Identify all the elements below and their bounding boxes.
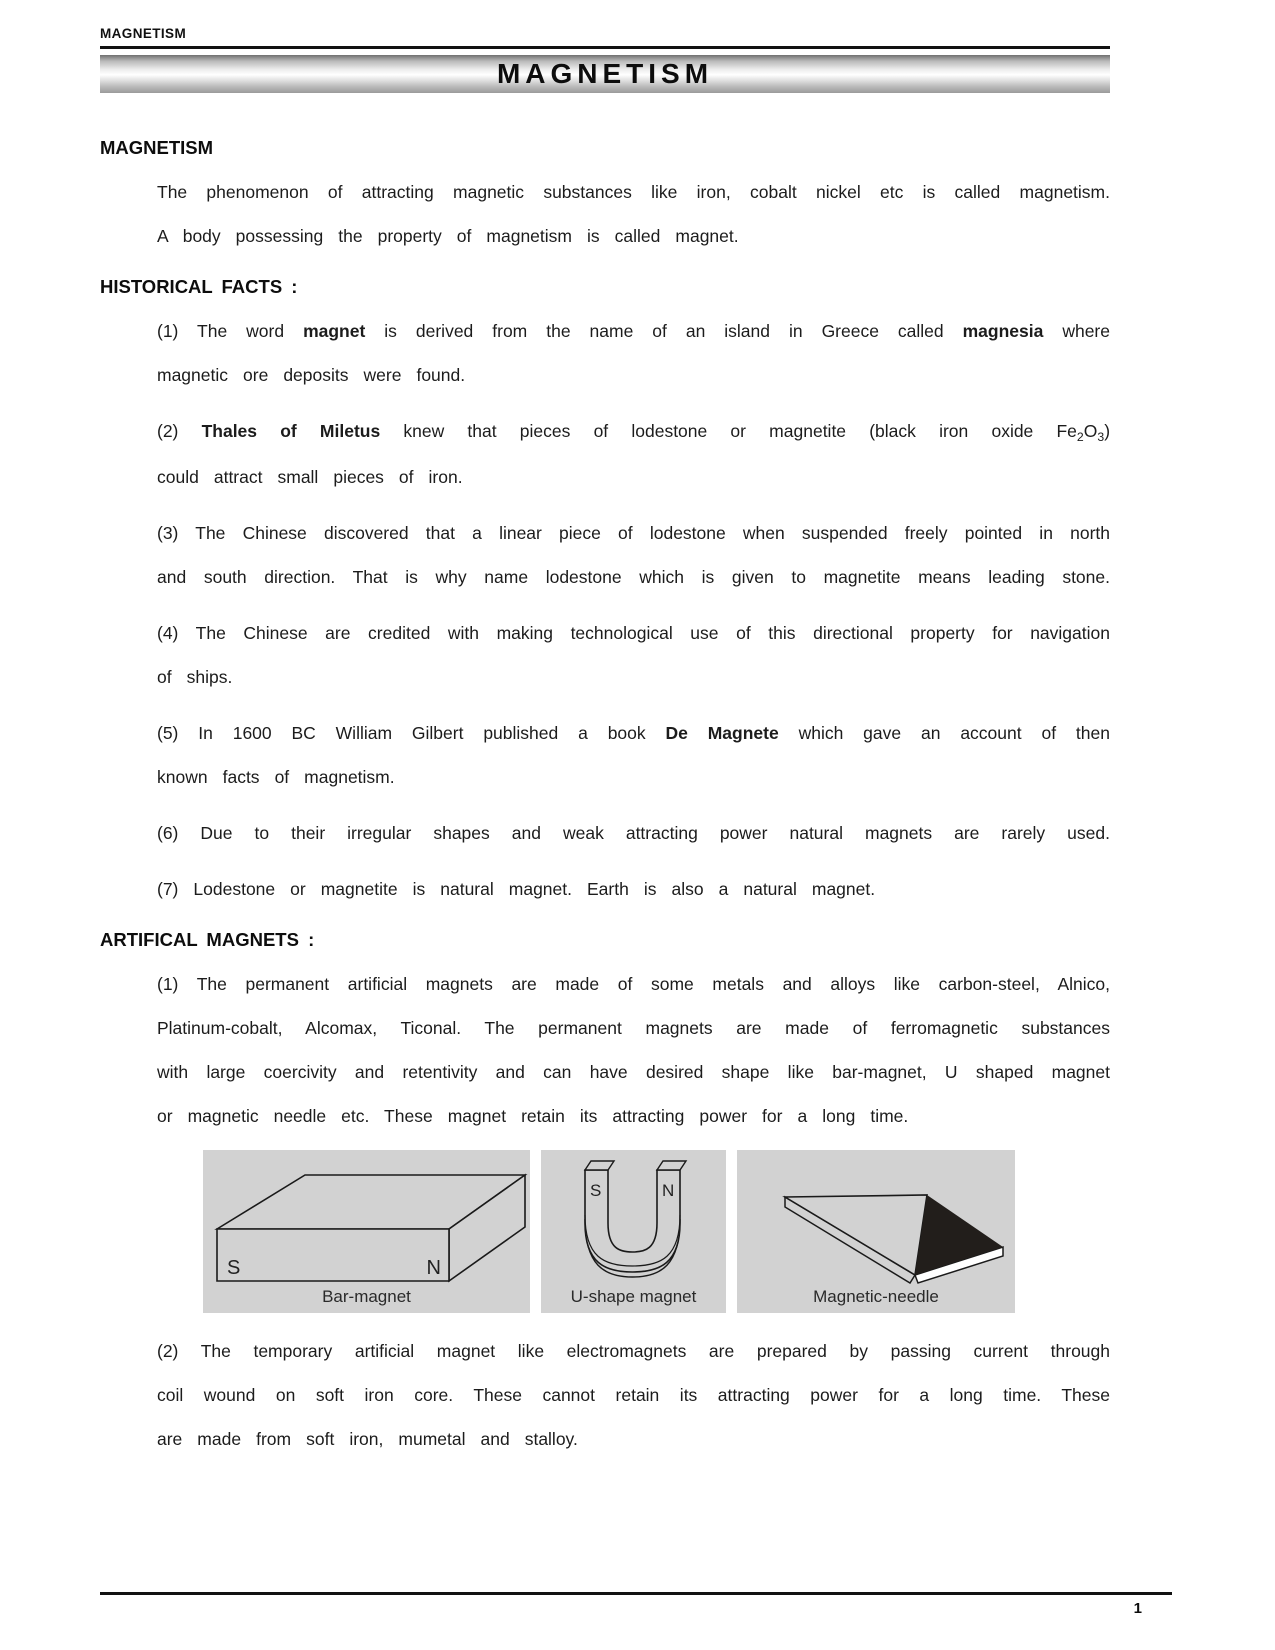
- text-line: could attract small pieces of iron.: [157, 467, 463, 487]
- bar-magnet-illustration: [203, 1153, 530, 1284]
- text-line: are made from soft iron, mumetal and stalloy.: [157, 1429, 578, 1449]
- paragraph: [100, 711, 1110, 799]
- paragraph: [100, 309, 1110, 397]
- u-shape-magnet-illustration: [541, 1153, 726, 1284]
- paragraph: [100, 611, 1110, 699]
- text-line: (1) The word magnet is derived from the name of an island in Greece called magnesia where: [157, 321, 1110, 341]
- document-content: [100, 135, 1110, 1461]
- magnetic-needle-caption: Magnetic-needle: [813, 1287, 939, 1306]
- footer-rule: [100, 1592, 1172, 1595]
- paragraph: [100, 511, 1110, 599]
- text-line: (4) The Chinese are credited with making technological use of this directional property for navigation: [157, 623, 1110, 643]
- paragraph: [100, 811, 1110, 855]
- text-line: magnetic ore deposits were found.: [157, 365, 466, 385]
- text-line: (7) Lodestone or magnetite is natural magnet. Earth is also a natural magnet.: [157, 879, 876, 899]
- text-line: (1) The permanent artificial magnets are made of some metals and alloys like carbon-steel, Alnico,: [157, 974, 1110, 994]
- text-line: (5) In 1600 BC William Gilbert published a book De Magnete which gave an account of then: [157, 723, 1110, 743]
- paragraph: [100, 867, 1110, 911]
- section-heading: HISTORICAL FACTS :: [100, 276, 298, 297]
- text-line: The phenomenon of attracting magnetic substances like iron, cobalt nickel etc is called magnetism.: [157, 182, 1110, 202]
- title-banner: [100, 55, 1110, 93]
- text-line: and south direction. That is why name lodestone which is given to magnetite means leading stone.: [157, 567, 1110, 587]
- page-title: MAGNETISM: [496, 58, 714, 89]
- paragraph: [100, 170, 1110, 258]
- paragraph: [100, 962, 1110, 1138]
- bar-magnet-north-label: N: [426, 1257, 441, 1279]
- bar-magnet-south-label: S: [227, 1257, 241, 1279]
- text-line: known facts of magnetism.: [157, 767, 395, 787]
- text-line: of ships.: [157, 667, 233, 687]
- text-line: with large coercivity and retentivity and can have desired shape like bar-magnet, U shaped magnet: [157, 1062, 1110, 1082]
- paragraph: [100, 409, 1110, 499]
- figure-u-shape-magnet: [541, 1150, 726, 1313]
- text-line: (2) The temporary artificial magnet like electromagnets are prepared by passing current through: [157, 1341, 1110, 1361]
- text-line: or magnetic needle etc. These magnet retain its attracting power for a long time.: [157, 1106, 909, 1126]
- u-shape-south-label: S: [590, 1181, 602, 1200]
- text-line: Platinum-cobalt, Alcomax, Ticonal. The permanent magnets are made of ferromagnetic substances: [157, 1018, 1110, 1038]
- text-line: coil wound on soft iron core. These cannot retain its attracting power for a long time. These: [157, 1385, 1110, 1405]
- section-heading: MAGNETISM: [100, 137, 214, 158]
- figure-row: [203, 1150, 1110, 1313]
- text-line: A body possessing the property of magnetism is called magnet.: [157, 226, 739, 246]
- magnetic-needle-illustration: [737, 1153, 1015, 1284]
- text-line: (3) The Chinese discovered that a linear piece of lodestone when suspended freely pointed in north: [157, 523, 1110, 543]
- running-header: MAGNETISM: [100, 26, 187, 41]
- figure-magnetic-needle: [737, 1150, 1015, 1313]
- text-line: (6) Due to their irregular shapes and weak attracting power natural magnets are rarely used.: [157, 823, 1110, 843]
- paragraph: [100, 1329, 1110, 1461]
- u-shape-magnet-caption: U-shape magnet: [570, 1287, 697, 1306]
- page-number: 1: [1133, 1600, 1142, 1617]
- text-line: (2) Thales of Miletus knew that pieces of lodestone or magnetite (black iron oxide $Fe_2O_3$): [157, 421, 1111, 444]
- figure-bar-magnet: [203, 1150, 530, 1313]
- header-rule: [100, 46, 1110, 49]
- bar-magnet-caption: Bar-magnet: [322, 1287, 411, 1306]
- section-heading: ARTIFICAL MAGNETS :: [100, 929, 315, 950]
- u-shape-north-label: N: [662, 1181, 675, 1200]
